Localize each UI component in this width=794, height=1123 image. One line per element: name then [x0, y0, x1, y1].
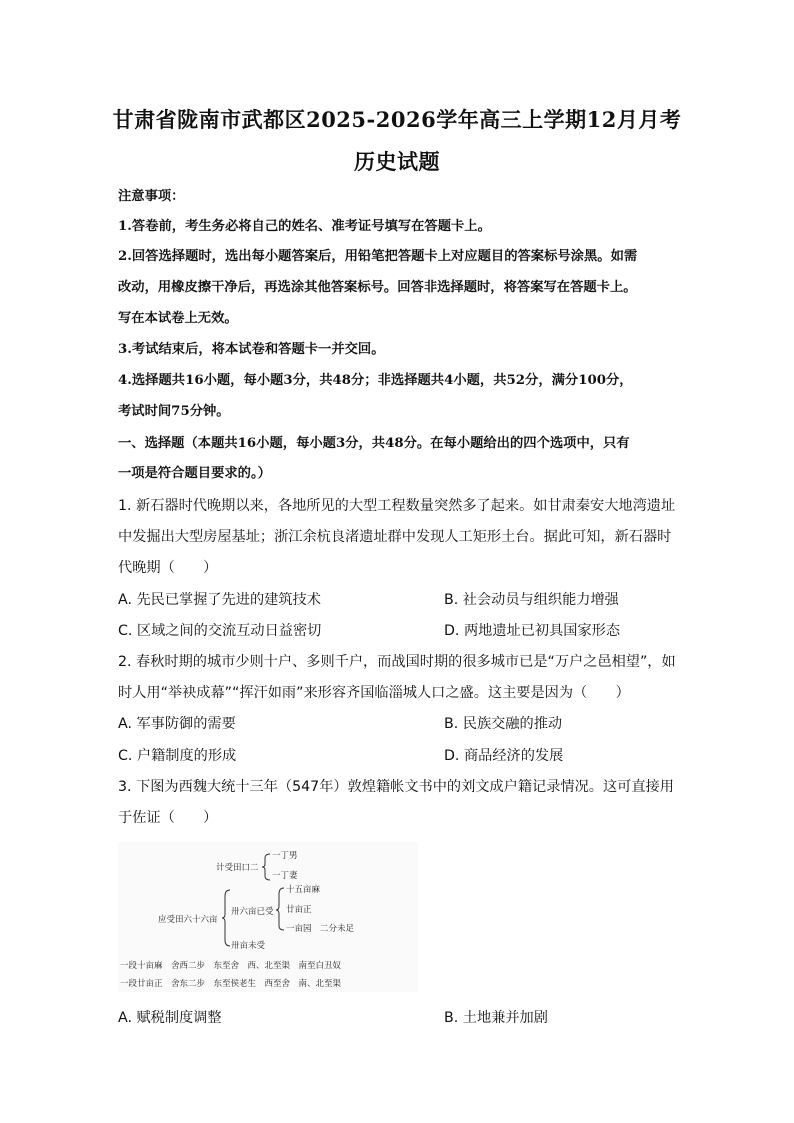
question-2-line-1: 2. 春秋时期的城市少则十户、多则千户，而战国时期的很多城市已是“万户之邑相望”，如	[118, 654, 676, 670]
question-2-option-c: C. 户籍制度的形成	[118, 748, 237, 764]
note-1: 1.答卷前，考生务必将自己的姓名、准考证号填写在答题卡上。	[118, 219, 491, 234]
section-heading-line-2: 一项是符合题目要求的。）	[118, 466, 271, 481]
question-3-option-a: A. 赋税制度调整	[118, 1010, 222, 1026]
question-3-line-1: 3. 下图为西魏大统十三年（547年）敦煌籍帐文书中的刘文成户籍记录情况。这可直接用	[118, 779, 674, 795]
question-1-line-1: 1. 新石器时代晚期以来，各地所见的大型工程数量突然多了起来。如甘肃秦安大地湾遗址	[118, 498, 676, 514]
note-2-line-1: 2.回答选择题时，选出每小题答案后，用铅笔把答题卡上对应题目的答案标号涂黑。如需	[118, 249, 638, 264]
question-1-line-2: 中发掘出大型房屋基址；浙江余杭良渚遗址群中发现人工矩形土台。据此可知，新石器时	[118, 529, 672, 545]
question-1-option-a: A. 先民已掌握了先进的建筑技术	[118, 592, 321, 608]
household-register-figure	[118, 842, 418, 992]
question-1-option-c: C. 区域之间的交流互动日益密切	[118, 623, 322, 639]
exam-subtitle: 历史试题	[354, 149, 440, 174]
note-4-line-2: 考试时间75分钟。	[118, 404, 230, 419]
fig-node-2a1: 十五亩麻	[286, 885, 321, 895]
fig-record-row-2: 一段廿亩正 舍东二步 东至侯老生 西至舍 南、北至渠	[120, 979, 342, 989]
fig-node-1: 计受田口二	[216, 863, 259, 873]
note-2-line-2: 改动，用橡皮擦干净后，再选涂其他答案标号。回答非选择题时，将答案写在答题卡上。	[118, 280, 637, 295]
fig-node-2a2: 廿亩正	[286, 905, 312, 915]
fig-node-2a3: 一亩园 二分未足	[286, 924, 355, 934]
notes-heading: 注意事项：	[118, 189, 185, 204]
question-3-line-2: 于佐证（ ）	[118, 810, 218, 826]
note-4-line-1: 4.选择题共16小题，每小题3分，共48分；非选择题共4小题，共52分，满分100分，	[118, 373, 633, 388]
question-2-option-a: A. 军事防御的需要	[118, 716, 236, 732]
fig-node-1a: 一丁男	[272, 851, 298, 861]
question-2-option-b: B. 民族交融的推动	[444, 716, 563, 732]
note-2-line-3: 写在本试卷上无效。	[118, 311, 238, 326]
question-1-option-d: D. 两地遗址已初具国家形态	[444, 623, 621, 639]
exam-title: 甘肃省陇南市武都区2025-2026学年高三上学期12月月考	[112, 107, 682, 132]
question-1-option-b: B. 社会动员与组织能力增强	[444, 592, 619, 608]
section-heading-line-1: 一、选择题（本题共16小题，每小题3分，共48分。在每小题给出的四个选项中，只有	[118, 436, 630, 451]
question-3-option-b: B. 土地兼并加剧	[444, 1010, 548, 1026]
question-2-line-2: 时人用“举袂成幕”“挥汗如雨”来形容齐国临淄城人口之盛。这主要是因为（ ）	[118, 685, 630, 701]
question-2-option-d: D. 商品经济的发展	[444, 748, 564, 764]
fig-node-2b: 卅亩未受	[231, 941, 266, 951]
question-1-line-3: 代晚期（ ）	[118, 560, 218, 576]
note-3: 3.考试结束后，将本试卷和答题卡一并交回。	[118, 342, 385, 357]
fig-node-2a: 卅六亩已受	[231, 907, 274, 917]
fig-record-row-1: 一段十亩麻 舍西二步 东至舍 西、北至渠 南至白丑奴	[120, 961, 342, 971]
register-diagram	[118, 842, 418, 992]
fig-node-2: 应受田六十六亩	[158, 915, 218, 925]
fig-node-1b: 一丁妻	[272, 871, 298, 881]
